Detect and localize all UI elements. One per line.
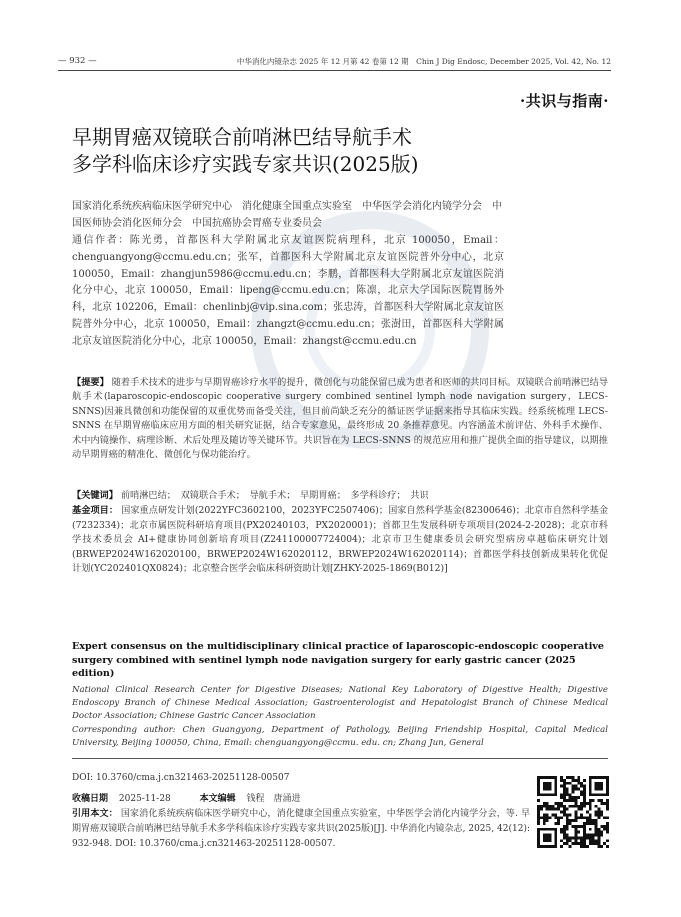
funding [72,504,608,577]
author-organizations: 国家消化系统疾病临床医学研究中心 消化健康全国重点实验室 中华医学会消化内镜学分会 中国医师协会消化医师分会 中国抗癌协会胃癌专业委员会 [72,201,502,229]
title-line-1: 早期胃癌双镜联合前哨淋巴结导航手术 [72,125,412,149]
received-date: 2025-11-28 [118,794,171,804]
journal-info: 中华消化内镜杂志 2025 年 12 月第 42 卷第 12 期 Chin J Dig Endosc, December 2025, Vol. 42, No. 12 [236,57,611,66]
english-organizations: National Clinical Research Center for Digestive Diseases; National Key Laboratory of Digestive Health; Digestive Endoscopy Branch of Chinese Medical Association; Gastroenterologist and Hepatologist Branch of Chinese Medical Doctor Association; Chinese Gastric Cancer Association [72,685,608,722]
received-and-editor [72,791,301,804]
citation [72,807,530,852]
keywords-label: 【关键词】 [72,490,118,501]
title-line-2: 多学科临床诊疗实践专家共识(2025版) [72,152,419,176]
received-label: 收稿日期 [72,794,109,804]
article-title [72,124,552,178]
citation-label: 引用本文： [72,809,118,819]
header-rule [58,70,611,71]
funding-label: 基金项目： [72,505,119,516]
editor-label: 本文编辑 [199,794,236,804]
english-title: Expert consensus on the multidisciplinary clinical practice of laparoscopic-endoscopic cooperative surgery combined with sentinel lymph node navigation surgery for early gastric cancer (2025 edition) [72,641,605,680]
abstract-label: 【提要】 [72,377,109,388]
keywords-text: 前哨淋巴结； 双镜联合手术； 导航手术； 早期胃癌； 多学科诊疗； 共识 [120,490,429,501]
section-label: ·共识与指南· [520,92,609,110]
funding-text: 国家重点研发计划(2022YFC3602100，2023YFC2507406)；国家自然科学基金(82300646)；北京市自然科学基金(7232334)；北京市属医院科研培育项目(PX20240103，PX2020001)；首都卫生发展科研专项项目(2024-2-2028)；北京市科学技术委员会 AI+健康协同创新培育项目(Z241100007724004)；北京市卫生健康委员会研究型病房卓越临床研究计划(BRWEP2024W162020100，BRWEP2024W162020112，BRWEP2024W162020114)；首都医学科技创新成果转化优促计划(YC202401QX0824)；北京整合医学会临床科研资助计划[ZHKY-2025-1869(B012)] [72,505,609,575]
corresponding-authors: 通信作者：陈光勇，首都医科大学附属北京友谊医院病理科，北京 100050，Email：chenguangyong@ccmu.edu.cn；张军，首都医科大学附属北京友谊医院普外分中心，北京 100050，Email：zhangjun5986@ccmu.edu.cn；李鹏，首都医科大学附属北京友谊医院消化分中心，北京 100050，Email：lipeng@ccmu.edu.cn；陈凛，北京大学国际医院胃肠外科，北京 102206，Email：chenlinbj@vip.sina.com；张忠涛，首都医科大学附属北京友谊医院普外分中心，北京 100050，Email：zhangzt@ccmu.edu.cn；张澍田，首都医科大学附属北京友谊医院消化分中心，北京 100050，Email：zhangst@ccmu.edu.cn [72,235,504,347]
page-number: — 932 — [58,56,97,66]
footer-rule [72,758,608,759]
doi[interactable]: DOI: 10.3760/cma.j.cn321463-20251128-00507 [72,773,290,783]
keywords [72,489,608,503]
citation-text: 国家消化系统疾病临床医学研究中心，消化健康全国重点实验室，中华医学会消化内镜学分会，等. 早期胃癌双镜联合前哨淋巴结导航手术多学科临床诊疗实践专家共识(2025版)[J]. 中华消化内镜杂志, 2025, 42(12): 932-948. DOI: 10.3760/cma.j.cn321463-20251128-00507. [72,809,530,849]
qr-code-icon[interactable] [537,776,609,848]
editor-names: 钱程 唐涌进 [246,794,301,804]
abstract [72,376,608,462]
english-corresponding: Corresponding author: Chen Guangyong, Department of Pathology, Beijing Friendship Hospital, Capital Medical University, Beijing 100050, China, Email: chenguangyong@ccmu. edu. cn; Zhang Jun, General [72,725,608,749]
abstract-text: 随着手术技术的进步与早期胃癌诊疗水平的提升，微创化与功能保留已成为患者和医师的共同目标。双镜联合前哨淋巴结导航手术(laparoscopic-endoscopic cooperative surgery combined sentinel lymph node navigation surgery，LECS-SNNS)因兼具微创和功能保留的双重优势而备受关注，但目前尚缺乏充分的循证医学证据来指导其临床实践。经系统梳理 LECS-SNNS 在早期胃癌临床应用方面的相关研究证据，结合专家意见，最终形成 20 条推荐意见。内容涵盖术前评估、外科手术操作、术中内镜操作、病理诊断、术后处理及随访等关键环节。共识旨在为 LECS-SNNS 的规范应用和推广提供全面的指导建议，以期推动早期胃癌的精准化、微创化与保功能治疗。 [72,377,609,461]
